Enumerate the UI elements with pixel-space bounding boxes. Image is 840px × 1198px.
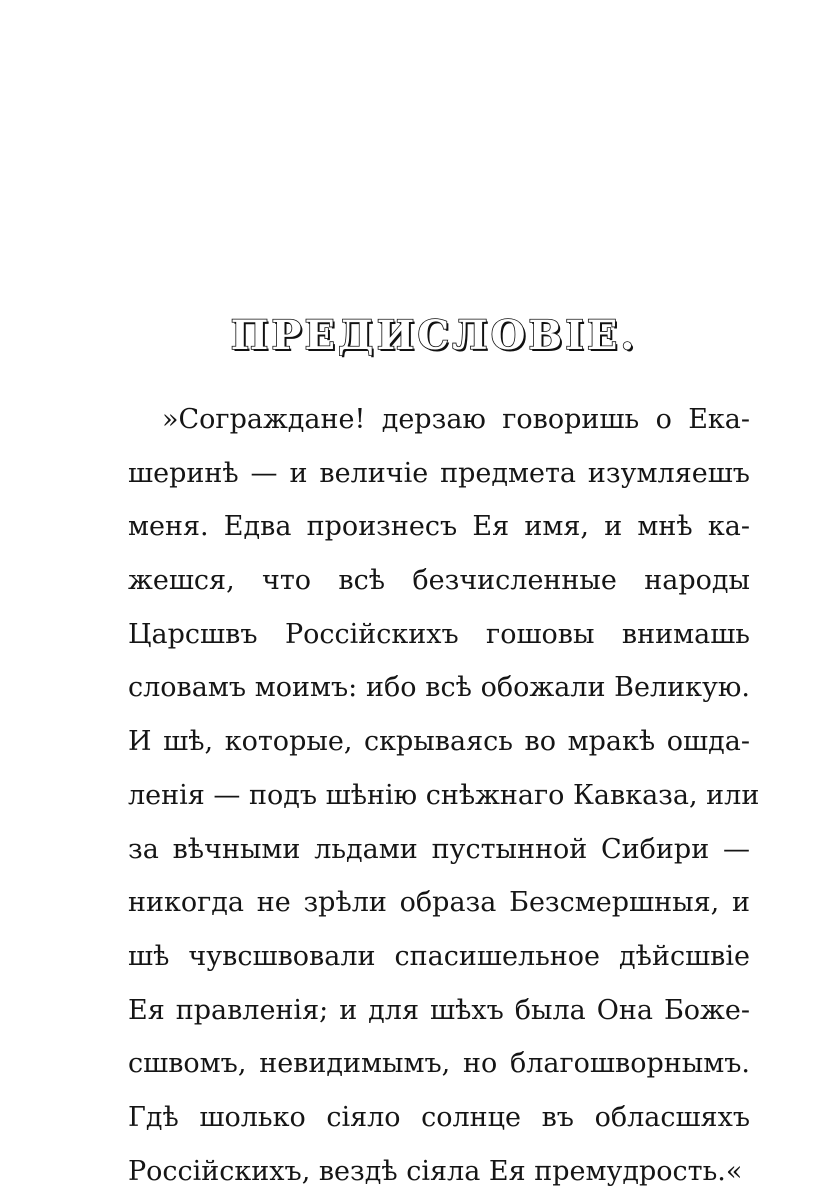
text-line: ленія — подъ шѣнію снѣжнаго Кавказа, или — [128, 779, 760, 811]
chapter-heading: ПРЕДИСЛОВІЕ. — [230, 312, 638, 359]
text-line: сшвомъ, невидимымъ, но благошворнымъ. — [128, 1048, 750, 1080]
text-line: словамъ моимъ: ибо всѣ обожали Великую. — [128, 672, 750, 704]
text-line: никогда не зрѣли образа Безсмершныя, и — [128, 887, 750, 919]
preface-paragraph — [128, 393, 760, 1198]
text-line: Россійскихъ, вездѣ сіяла Ея премудрость.« — [128, 1155, 743, 1187]
text-line: шѣ чувсшвовали спасишельное дѣйсшвіе — [128, 940, 750, 972]
text-line: Гдѣ шолько сіяло солнце въ обласшяхъ — [128, 1101, 750, 1133]
text-line: шеринѣ — и величіе предмета изумляешъ — [128, 457, 750, 489]
text-line: »Сограждане! дерзаю говоришь о Ека- — [162, 404, 750, 435]
text-line: жешся, что всѣ безчисленные народы — [128, 565, 750, 597]
text-line: за вѣчными льдами пустынной Сибири — — [128, 833, 750, 865]
text-line: меня. Едва произнесъ Ея имя, и мнѣ ка- — [128, 511, 750, 543]
text-line: Царсшвъ Россійскихъ гошовы внимашь — [128, 618, 750, 650]
text-line: И шѣ, которые, скрываясь во мракѣ ошда- — [128, 726, 750, 758]
text-line: Ея правленія; и для шѣхъ была Она Боже- — [128, 994, 750, 1026]
